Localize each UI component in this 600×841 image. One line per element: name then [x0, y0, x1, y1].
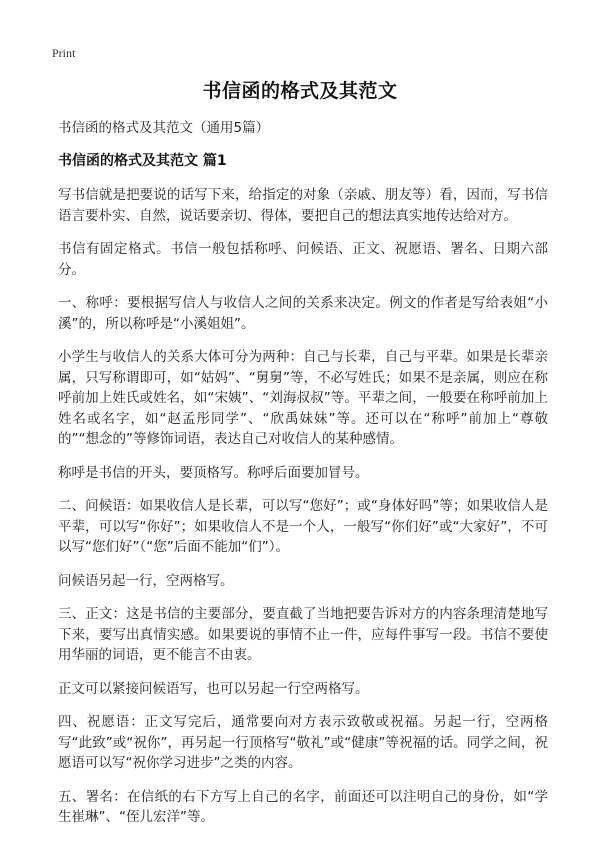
print-link[interactable]: Print — [52, 46, 76, 60]
section-heading: 书信函的格式及其范文 篇1 — [58, 153, 227, 169]
document-body — [58, 118, 548, 841]
paragraph-intro: 写书信就是把要说的话写下来，给指定的对象（亲戚、朋友等）看，因而，写书信语言要朴实、自然，说话要亲切、得体，要把自己的想法真实地传达给对方。 — [58, 187, 548, 224]
document-title: 书信函的格式及其范文 — [202, 80, 398, 102]
paragraph-body: 三、正文：这是书信的主要部分，要直截了当地把要告诉对方的内容条理清楚地写下来，要写出真情实感。如果要说的事情不止一件，应每件事写一段。书信不要使用华丽的词语，更不能言不由衷。 — [58, 606, 548, 663]
paragraph-salutation-rule: 称呼是书信的开头，要顶格写。称呼后面要加冒号。 — [58, 464, 369, 481]
paragraph-closing: 四、祝愿语：正文写完后，通常要向对方表示致敬或祝福。另起一行，空两格写“此致”或“祝你”，再另起一行顶格写“敬礼”或“健康”等祝福的话。同学之间，祝愿语可以写“祝你学习进步”之类的内容。 — [58, 714, 548, 771]
paragraph-greeting: 二、问候语：如果收信人是长辈，可以写“您好”；或“身体好吗”等；如果收信人是平辈，可以写“你好”；如果收信人不是一个人，一般写“你们好”或“大家好”，不可以写“您们好”（“您”后面不能加“们”）。 — [58, 498, 548, 555]
paragraph-relationship: 小学生与收信人的关系大体可分为两种：自己与长辈，自己与平辈。如果是长辈亲属，只写称谓即可，如“姑妈”、“舅舅”等，不必写姓氏；如果不是亲属，则应在称呼前加上姓氏或姓名，如“宋姨”、“刘海叔叔”等。平辈之间，一般要在称呼前加上姓名或名字，如“赵孟彤同学”、“欣禹妹妹”等。还可以在“称呼”前加上“尊敬的”“想念的”等修饰词语，表达自己对收信人的某种感情。 — [58, 349, 548, 447]
paragraph-body-rule: 正文可以紧接问候语写，也可以另起一行空两格写。 — [58, 680, 369, 697]
paragraph-salutation: 一、称呼：要根据写信人与收信人之间的关系来决定。例文的作者是写给表姐“小溪”的，所以称呼是“小溪姐姐”。 — [58, 295, 548, 332]
document-subtitle: 书信函的格式及其范文（通用5篇） — [58, 120, 270, 136]
paragraph-greeting-rule: 问候语另起一行，空两格写。 — [58, 572, 234, 589]
paragraph-format: 书信有固定格式。书信一般包括称呼、问候语、正文、祝愿语、署名、日期六部分。 — [58, 241, 548, 278]
paragraph-signature: 五、署名：在信纸的右下方写上自己的名字，前面还可以注明自己的身份，如“学生崔琳”、“侄儿宏洋”等。 — [58, 788, 548, 825]
